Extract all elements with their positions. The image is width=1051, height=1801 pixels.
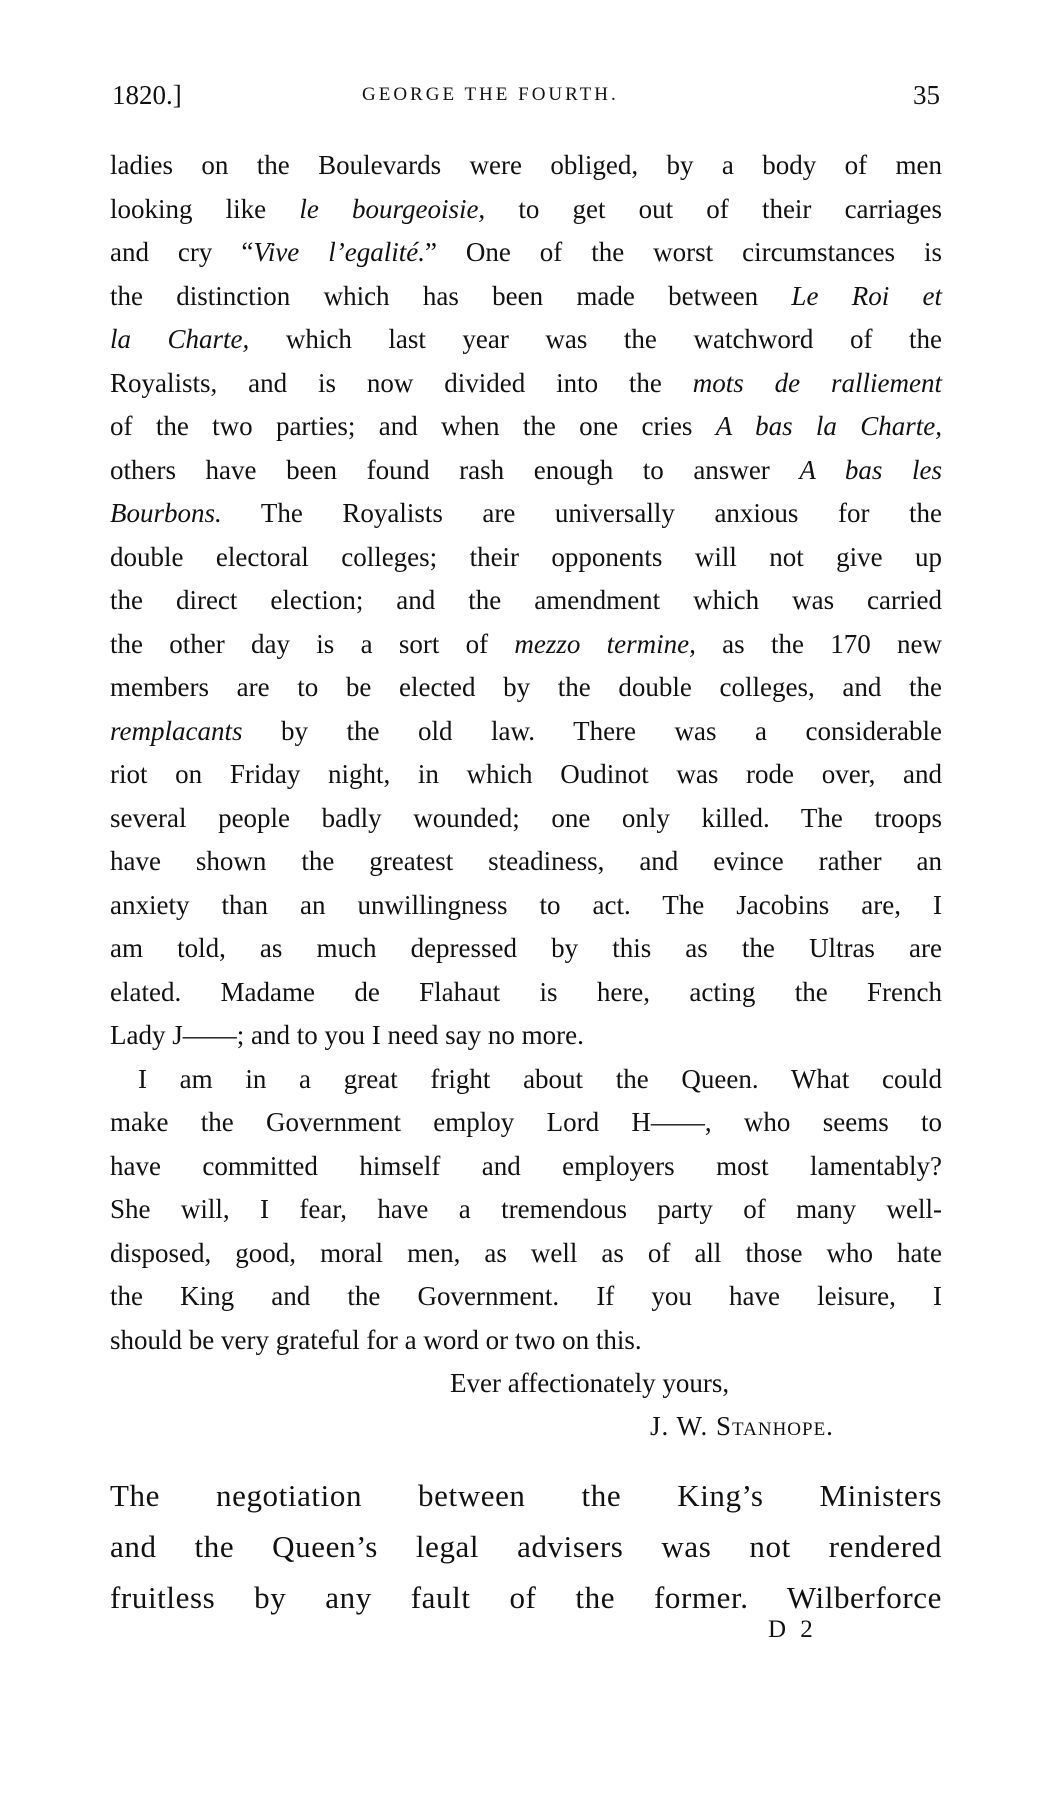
letter-line: riot on Friday night, in which Oudinot was rode over, and <box>110 759 942 789</box>
letter-line: should be very grateful for a word or two on this. <box>110 1324 642 1355</box>
letter-line: la Charte, which last year was the watchword of the <box>110 324 942 354</box>
letter-line: several people badly wounded; one only killed. The troops <box>110 802 942 833</box>
letter-line: of the two parties; and when the one cries A bas la Charte, <box>110 411 942 441</box>
letter-line: Lady J——; and to you I need say no more. <box>110 1020 584 1050</box>
letter-line: the King and the Government. If you have leisure, I <box>110 1281 942 1311</box>
signature-mark: D 2 <box>768 1616 817 1643</box>
narrative-text <box>110 1470 942 1623</box>
letter-text <box>110 144 942 1448</box>
letter-line: have shown the greatest steadiness, and evince rather an <box>110 846 942 876</box>
letter-line: remplacants by the old law. There was a considerable <box>110 715 942 746</box>
letter-line: Royalists, and is now divided into the mots de ralliement <box>110 367 942 398</box>
header-year: 1820.] <box>112 80 182 110</box>
page-number: 35 <box>913 80 940 110</box>
narrative-line: fruitless by any fault of the former. Wilberforce <box>110 1580 942 1615</box>
letter-line: disposed, good, moral men, as well as of all those who hate <box>110 1237 942 1268</box>
running-title: GEORGE THE FOURTH. <box>362 84 619 105</box>
letter-line: others have been found rash enough to answer A bas les <box>110 454 942 485</box>
letter-line: the other day is a sort of mezzo termine, as the 170 new <box>110 628 942 659</box>
letter-line: the distinction which has been made between Le Roi et <box>110 280 942 311</box>
letter-line: looking like le bourgeoisie, to get out of their carriages <box>110 193 942 224</box>
letter-line: and cry “Vive l’egalité.” One of the worst circumstances is <box>110 237 942 267</box>
letter-line: Bourbons. The Royalists are universally anxious for the <box>110 498 942 528</box>
letter-line: ladies on the Boulevards were obliged, by a body of men <box>110 150 942 180</box>
narrative-line: and the Queen’s legal advisers was not rendered <box>110 1529 942 1564</box>
letter-line: members are to be elected by the double colleges, and the <box>110 672 942 702</box>
letter-line: am told, as much depressed by this as the Ultras are <box>110 933 942 963</box>
running-header <box>112 80 940 120</box>
letter-closing: Ever affectionately yours, <box>450 1368 730 1398</box>
letter-line: double electoral colleges; their opponents will not give up <box>110 541 942 572</box>
letter-line: She will, I fear, have a tremendous party of many well- <box>110 1194 942 1224</box>
letter-line: anxiety than an unwillingness to act. The Jacobins are, I <box>110 889 942 920</box>
letter-line: make the Government employ Lord H——, who seems to <box>110 1107 942 1137</box>
letter-line: elated. Madame de Flahaut is here, acting the French <box>110 976 942 1007</box>
letter-signature: J. W. Stanhope. <box>650 1411 834 1441</box>
letter-line: have committed himself and employers most lamentably? <box>110 1150 942 1181</box>
letter-line: the direct election; and the amendment which was carried <box>110 585 942 615</box>
letter-line: I am in a great fright about the Queen. What could <box>138 1063 942 1094</box>
narrative-line: The negotiation between the King’s Ministers <box>110 1478 942 1513</box>
